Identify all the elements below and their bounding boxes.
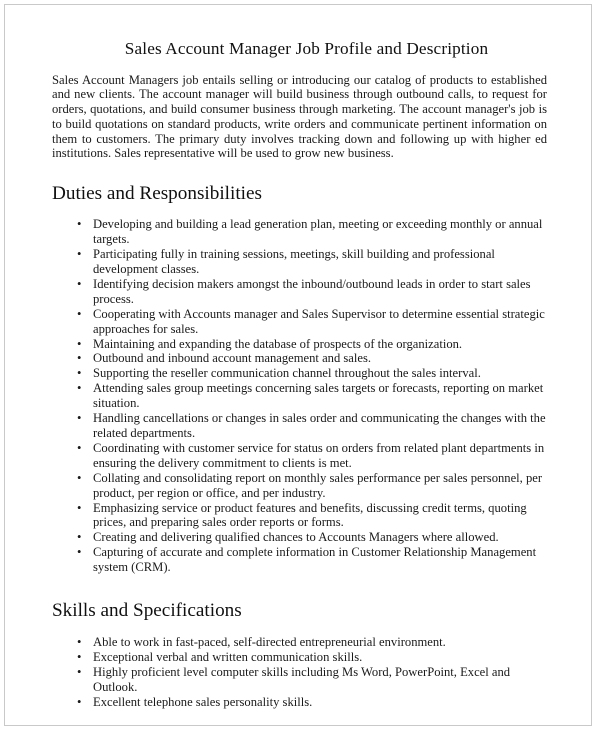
bullet-icon: • xyxy=(77,306,82,321)
list-item-text: Coordinating with customer service for status on orders from related plant departments in ensuring the delivery commitment to clients is met. xyxy=(93,440,545,470)
list-item-text: Excellent telephone sales personality skills. xyxy=(93,694,313,709)
bullet-icon: • xyxy=(77,635,82,650)
list-item xyxy=(52,635,547,650)
list-item xyxy=(52,411,547,441)
list-item-text: Outbound and inbound account management and sales. xyxy=(93,351,372,366)
list-item-text: Handling cancellations or changes in sales order and communicating the changes with the related departments. xyxy=(93,411,546,440)
list-item-text: Identifying decision makers amongst the inbound/outbound leads in order to start sales process. xyxy=(93,276,531,306)
list-item-text: Creating and delivering qualified chances to Accounts Managers where allowed. xyxy=(93,530,499,545)
list-item xyxy=(52,277,547,307)
list-item-text: Exceptional verbal and written communication skills. xyxy=(93,650,363,664)
section-heading-duties: Duties and Responsibilities xyxy=(52,183,262,205)
list-item-text: Capturing of accurate and complete information in Customer Relationship Management system (CRM). xyxy=(93,545,537,575)
list-item-text: Supporting the reseller communication channel throughout the sales interval. xyxy=(93,366,481,381)
skills-list xyxy=(52,622,547,710)
bullet-icon: • xyxy=(77,217,82,232)
bullet-icon: • xyxy=(77,440,82,455)
list-item xyxy=(52,247,547,277)
section-heading-skills: Skills and Specifications xyxy=(52,600,242,622)
bullet-icon: • xyxy=(77,336,82,351)
page-title: Sales Account Manager Job Profile and Description xyxy=(124,39,489,58)
list-item xyxy=(52,441,547,471)
list-item xyxy=(52,217,547,247)
list-item xyxy=(52,471,547,501)
list-item xyxy=(52,351,547,366)
list-item-text: Highly proficient level computer skills including Ms Word, PowerPoint, Excel and Outlook. xyxy=(93,664,511,694)
list-item xyxy=(52,307,547,337)
bullet-icon: • xyxy=(77,664,82,679)
duties-list xyxy=(52,205,547,575)
document-page xyxy=(4,4,592,726)
bullet-icon: • xyxy=(77,366,82,381)
list-item-text: Developing and building a lead generation plan, meeting or exceeding monthly or annual targets. xyxy=(93,217,543,247)
list-item xyxy=(52,366,547,381)
list-item-text: Emphasizing service or product features and benefits, discussing credit terms, quoting prices, and preparing sales order reports or forms. xyxy=(93,500,527,530)
bullet-icon: • xyxy=(77,694,82,709)
list-item xyxy=(52,501,547,531)
list-item-text: Attending sales group meetings concerning sales targets or forecasts, reporting on market situation. xyxy=(93,381,544,411)
list-item xyxy=(52,381,547,411)
intro-paragraph: Sales Account Managers job entails selling or introducing our catalog of products to established and new clients. The account manager will build business through outbound calls, to request for orders, quotations, and build consumer business through marketing. The account manager's job is to build quotations on standard products, write orders and communicate pertinent information on them to customers. The primary duty involves tracking down and following up with higher ed institutions. Sales representative will be used to grow new business. xyxy=(52,72,547,161)
list-item xyxy=(52,665,547,695)
list-item xyxy=(52,530,547,545)
list-item-text: Collating and consolidating report on monthly sales performance per sales personnel, per product, per region or office, and per industry. xyxy=(93,470,543,500)
bullet-icon: • xyxy=(77,545,82,560)
bullet-icon: • xyxy=(77,530,82,545)
list-item-text: Able to work in fast-paced, self-directed entrepreneurial environment. xyxy=(93,635,446,650)
bullet-icon: • xyxy=(77,650,82,664)
bullet-icon: • xyxy=(77,381,82,396)
list-item xyxy=(52,337,547,352)
list-item xyxy=(52,695,547,710)
bullet-icon: • xyxy=(77,276,82,291)
list-item xyxy=(52,650,547,665)
document-body xyxy=(52,5,547,710)
bullet-icon: • xyxy=(77,411,82,426)
bullet-icon: • xyxy=(77,351,82,366)
bullet-icon: • xyxy=(77,247,82,262)
list-item xyxy=(52,545,547,575)
bullet-icon: • xyxy=(77,500,82,515)
list-item-text: Participating fully in training sessions, meetings, skill building and professional development classes. xyxy=(93,247,495,277)
list-item-text: Maintaining and expanding the database of prospects of the organization. xyxy=(93,336,463,351)
list-item-text: Cooperating with Accounts manager and Sales Supervisor to determine essential strategic approaches for sales. xyxy=(93,306,545,336)
bullet-icon: • xyxy=(77,470,82,485)
